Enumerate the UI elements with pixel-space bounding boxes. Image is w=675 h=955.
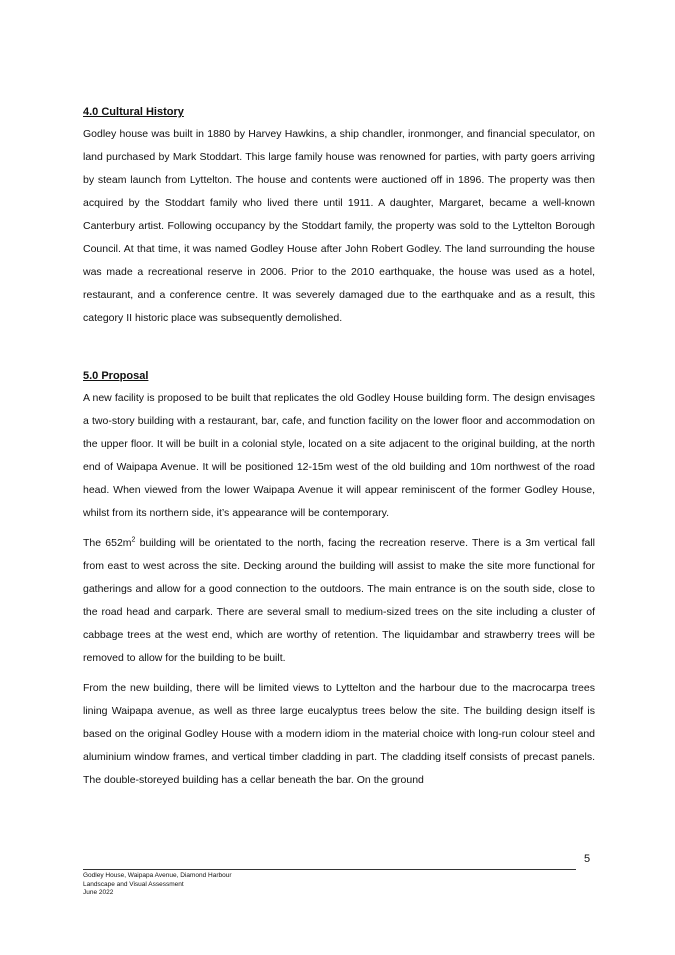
page-number: 5 <box>584 853 591 865</box>
section-heading-cultural-history: 4.0 Cultural History <box>83 106 184 118</box>
section-heading-proposal: 5.0 Proposal <box>83 370 149 382</box>
proposal-paragraph-3: From the new building, there will be limited views to Lyttelton and the harbour due to the macrocarpa trees lining Waipapa avenue, as well as three large eucalyptus trees below the site. The building design itself is based on the original Godley House with a modern idiom in the material choice with long-run colour steel and aluminium window frames, and vertical timber cladding in part. The cladding itself consists of precast panels. The double-storeyed building has a cellar beneath the bar. On the ground <box>83 682 595 786</box>
footer-divider <box>83 869 576 870</box>
page-footer <box>83 872 232 898</box>
area-unit-superscript: 2 <box>131 536 136 544</box>
cultural-history-paragraph: Godley house was built in 1880 by Harvey Hawkins, a ship chandler, ironmonger, and financial speculator, on land purchased by Mark Stoddart. This large family house was renowned for parties, with party goers arriving by steam launch from Lyttelton. The house and contents were auctioned off in 1896. The property was then acquired by the Stoddart family who lived there until 1911. A daughter, Margaret, became a well-known Canterbury artist. Following occupancy by the Stoddart family, the property was sold to the Lyttelton Borough Council. At that time, it was named Godley House after John Robert Godley. The land surrounding the house was made a recreational reserve in 2006. Prior to the 2010 earthquake, the house was used as a hotel, restaurant, and a conference centre. It was severely damaged due to the earthquake and as a result, this category II historic place was subsequently demolished. <box>83 128 595 324</box>
footer-report-title: Landscape and Visual Assessment <box>83 880 184 888</box>
proposal-paragraph-2 <box>83 532 595 670</box>
footer-project-title: Godley House, Waipapa Avenue, Diamond Harbour <box>83 872 232 879</box>
proposal-paragraph-1: A new facility is proposed to be built that replicates the old Godley House building form. The design envisages a two-story building with a restaurant, bar, cafe, and function facility on the lower floor and accommodation on the upper floor. It will be built in a colonial style, located on a site adjacent to the original building, at the north end of Waipapa Avenue. It will be positioned 12-15m west of the old building and 10m northwest of the road head. When viewed from the lower Waipapa Avenue it will appear reminiscent of the former Godley House, whilst from its northern side, it’s appearance will be contemporary. <box>83 392 595 519</box>
page-content <box>83 104 595 792</box>
proposal-paragraph-2-text: building will be orientated to the north, facing the recreation reserve. There is a 3m vertical fall from east to west across the site. Decking around the building will assist to make the site more functional for gatherings and allow for a good connection to the outdoors. The main entrance is on the south side, close to the road head and carpark. There are several small to medium-sized trees on the site including a cluster of cabbage trees at the west end, which are worthy of retention. The liquidambar and strawberry trees will be removed to allow for the building to be built. <box>83 537 595 664</box>
footer-date: June 2022 <box>83 889 114 896</box>
building-area-value: The 652m <box>83 537 132 549</box>
section-spacer <box>83 330 595 368</box>
